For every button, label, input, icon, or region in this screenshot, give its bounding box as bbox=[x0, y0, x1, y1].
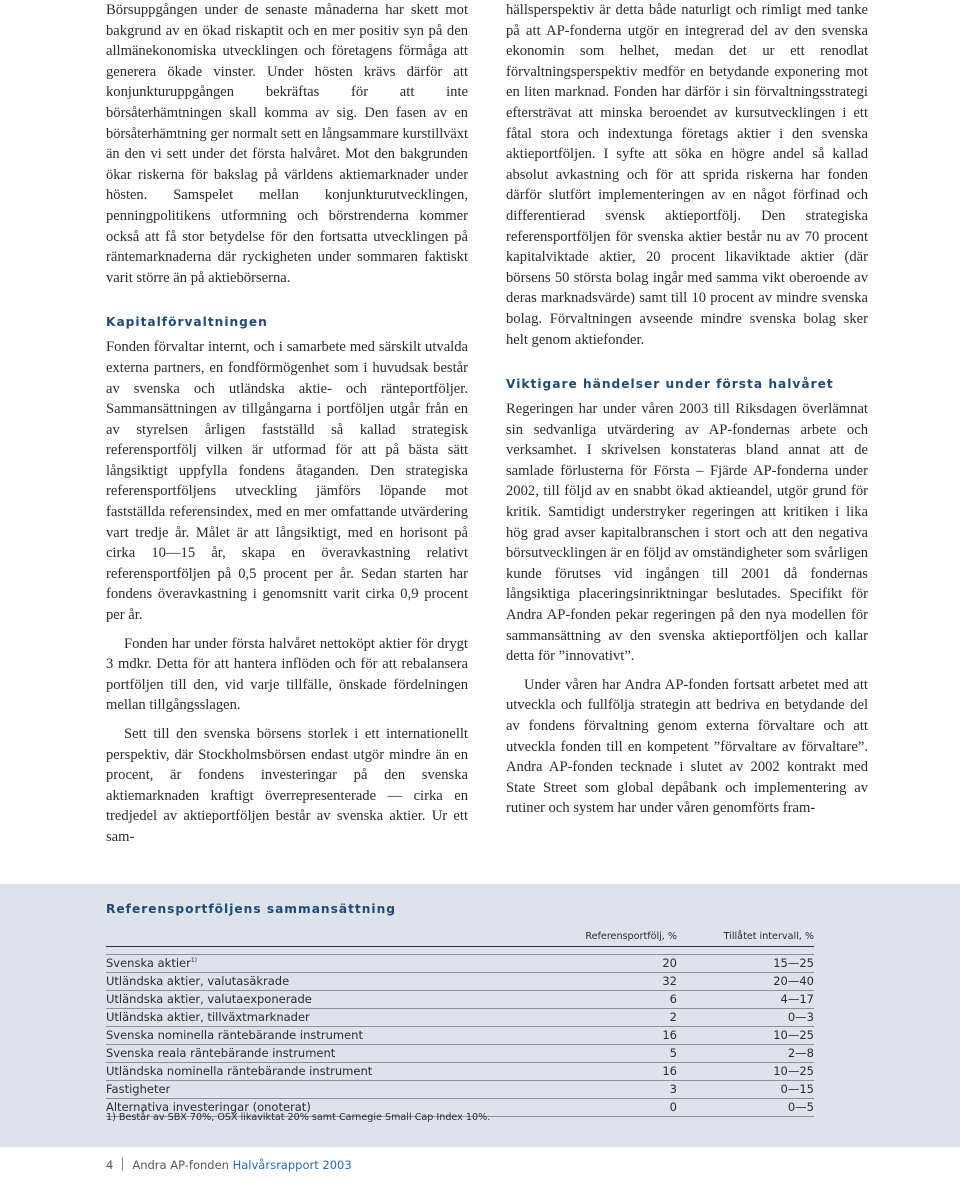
range-value: 0—5 bbox=[787, 1100, 814, 1114]
body-paragraph: hällsperspektiv är detta både naturligt och rimligt med tanke på att AP-fonderna utgör en integrerad del av den svenska ekonomin som helhet, medan det ur ett renodlat förvaltningsperspektiv medför en betydande exponering mot en liten marknad. Fonden har därför i sin förvaltningsstrategi eftersträvat att minska beroendet av kursutvecklingen i ett fåtal stora och indextunga företags aktier i den svenska aktieportföljen. I syfte att söka en högre andel så kallad absolut avkastning och för att sprida riskerna har fonden därför slutfört implementeringen av en något förfinad och differentierad svensk aktieportfölj. Den strategiska referensportföljen för svenska aktier består nu av 70 procent kapitalviktade aktier, 20 procent likaviktade aktier (där börsens 50 största bolag ingår med samma vikt oberoende av deras marknadsvärde) samt till 10 procent av mindre svenska bolag. Förvaltningen avseende mindre svenska bolag sker helt genom aktiefonder. bbox=[506, 2, 868, 348]
publisher-name: Andra AP-fonden bbox=[132, 1158, 229, 1172]
range-value: 10—25 bbox=[773, 1028, 814, 1042]
table-row bbox=[106, 1027, 814, 1045]
row-label: Fastigheter bbox=[106, 1082, 171, 1096]
body-paragraph: Sett till den svenska börsens storlek i ett internationellt perspektiv, där Stockholmsbörsen endast utgör mindre än en procent, är fondens investeringar på den svenska aktiemarknaden kraftigt överrepresenterade — cirka en tredjedel av aktieportföljen består av svenska aktier. Ur ett sam- bbox=[106, 726, 468, 845]
footnote-marker: 1) bbox=[190, 957, 198, 965]
table-header-row bbox=[106, 920, 814, 946]
body-paragraph: Börsuppgången under de senaste månaderna har skett mot bakgrund av en ökad riskaptit och en mer positiv syn på den allmänekonomiska utvecklingen och företagens förmåga att generera ökade vinster. Under hösten krävs därför att konjunkturuppgången bekräftas för att inte börsåterhämtningen skall komma av sig. Den fasen av en börsåterhämtning ger normalt sett en långsammare kurstillväxt än den vi sett under det första halvåret. Mot den bakgrunden ökar riskerna för bakslag på världens aktiemarknader under hösten. Samspelet mellan konjunkturutvecklingen, penningpolitikens utformning och börstrenderna kommer också att få stor betydelse för den fortsatta utvecklingen på räntemarknaderna där ryckigheten under sommaren faktiskt varit större än på aktiebörserna. bbox=[106, 2, 468, 286]
column-header-reference: Referensportfölj, % bbox=[585, 931, 677, 942]
section-heading-kapitalforvaltningen: Kapitalförvaltningen bbox=[106, 315, 268, 330]
report-name: Halvårsrapport 2003 bbox=[232, 1158, 352, 1172]
reference-value: 20 bbox=[662, 956, 677, 970]
table-row bbox=[106, 1009, 814, 1027]
footer-divider bbox=[122, 1157, 123, 1171]
column-header-range: Tillåtet intervall, % bbox=[723, 931, 814, 942]
table-row bbox=[106, 954, 814, 973]
reference-portfolio-table bbox=[106, 920, 814, 1117]
left-column bbox=[106, 0, 468, 848]
range-value: 0—15 bbox=[780, 1082, 814, 1096]
reference-value: 0 bbox=[669, 1100, 677, 1114]
table-row bbox=[106, 1063, 814, 1081]
table-row bbox=[106, 1081, 814, 1099]
table-row bbox=[106, 1045, 814, 1063]
table-footnote: 1) Består av SBX 70%, OSX likaviktat 20% samt Carnegie Small Cap Index 10%. bbox=[106, 1112, 491, 1123]
row-label: Alternativa investeringar (onoterat) bbox=[106, 1100, 311, 1114]
reference-value: 16 bbox=[662, 1064, 677, 1078]
table-row bbox=[106, 973, 814, 991]
row-label: Svenska nominella räntebärande instrument bbox=[106, 1028, 363, 1042]
reference-value: 3 bbox=[669, 1082, 677, 1096]
body-paragraph: Under våren har Andra AP-fonden fortsatt arbetet med att utveckla och fullfölja strategin att bedriva en betydande del av fondens förvaltning genom externa förvaltare och att utveckla fonden till en kompetent ”förvaltare av förvaltare”. Andra AP-fonden tecknade i slutet av 2002 kontrakt med State Street som global depåbank och implementering av rutiner och system har under våren genomförts fram- bbox=[506, 676, 868, 817]
header-rule bbox=[106, 946, 814, 947]
row-label: Utländska aktier, tillväxtmarknader bbox=[106, 1010, 310, 1024]
body-paragraph: Fonden har under första halvåret nettoköpt aktier för drygt 3 mdkr. Detta för att hantera inflöden och för att rebalansera portföljen till den, vid varje tillfälle, önskade fördelningen mellan tillgångsslagen. bbox=[106, 635, 468, 714]
range-value: 10—25 bbox=[773, 1064, 814, 1078]
range-value: 20—40 bbox=[773, 974, 814, 988]
row-label: Utländska aktier, valutaexponerade bbox=[106, 992, 312, 1006]
range-value: 4—17 bbox=[780, 992, 814, 1006]
reference-portfolio-panel bbox=[0, 884, 960, 1147]
table-title: Referensportföljens sammansättning bbox=[106, 902, 396, 916]
range-value: 2—8 bbox=[787, 1046, 814, 1060]
range-value: 15—25 bbox=[773, 956, 814, 970]
row-label: Utländska nominella räntebärande instrument bbox=[106, 1064, 373, 1078]
right-column bbox=[506, 0, 868, 819]
page-footer bbox=[106, 1157, 352, 1172]
table-body bbox=[106, 954, 814, 1117]
reference-value: 32 bbox=[662, 974, 677, 988]
row-label: Svenska reala räntebärande instrument bbox=[106, 1046, 336, 1060]
table-row bbox=[106, 991, 814, 1009]
section-heading-viktigare-handelser: Viktigare händelser under första halvåret bbox=[506, 377, 834, 392]
reference-value: 16 bbox=[662, 1028, 677, 1042]
body-paragraph: Regeringen har under våren 2003 till Riksdagen överlämnat sin sedvanliga utvärdering av AP-fondernas arbete och verksamhet. I skrivelsen konstateras bland annat att de samlade förlusterna för Första – Fjärde AP-fonderna under 2002, till följd av en snabbt ökad aktieandel, utgör grund för kritik. Samtidigt understryker regeringen att kritiken i lika hög grad avser kapitalbranschen i stort och att den negativa börsutvecklingen är en följd av omständigheter som svårligen kunde förutses vid ingången till 2001 då fondernas långsiktiga placeringsinriktningar beslutades. Specifikt för Andra AP-fonden pekar regeringen på den nya modellen för sammansättning av den svenska aktieportföljen och kallar detta för ”innovativt”. bbox=[506, 401, 868, 665]
reference-value: 5 bbox=[669, 1046, 677, 1060]
body-paragraph: Fonden förvaltar internt, och i samarbete med särskilt utvalda externa partners, en fondförmögenhet som i huvudsak består av svenska och utländska aktie- och ränteportföljer. Sammansättningen av tillgångarna i portföljen utgår från en av styrelsen årligen fastställd så kallad strategisk referensportfölj vilken är utformad för att på bästa sätt långsiktigt uppfylla fondens åtaganden. Den strategiska referensportföljens utveckling jämförs löpande mot fastställda referensindex, med en mer omfattande utvärdering vart tredje år. Målet är att långsiktigt, med en horisont på cirka 10—15 år, skapa en överavkastning relativt referensportföljen på 0,5 procent per år. Sedan starten har fondens överavkastning i genomsnitt varit cirka 0,9 procent per år. bbox=[106, 339, 468, 624]
page-number: 4 bbox=[106, 1158, 114, 1172]
range-value: 0—3 bbox=[787, 1010, 814, 1024]
reference-value: 6 bbox=[669, 992, 677, 1006]
reference-value: 2 bbox=[669, 1010, 677, 1024]
row-label: Svenska aktier$^{1)}$ bbox=[106, 956, 198, 970]
row-label: Utländska aktier, valutasäkrade bbox=[106, 974, 290, 988]
